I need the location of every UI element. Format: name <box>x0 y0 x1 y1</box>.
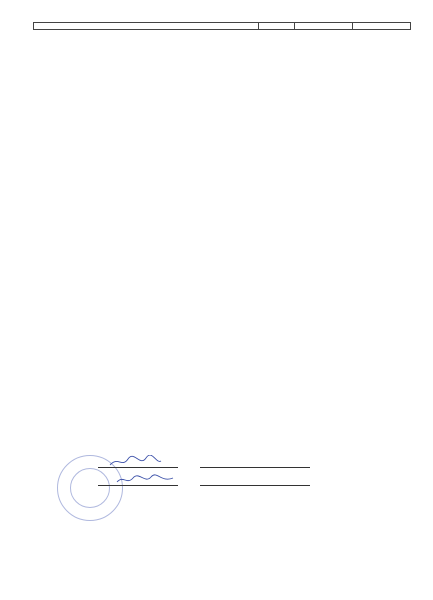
offbalance-table <box>33 22 411 30</box>
acc-name-line <box>200 485 310 486</box>
acc-sign-line <box>98 485 178 486</box>
head-name-line <box>200 467 310 468</box>
head-sign-line <box>98 467 178 468</box>
offbalance-title <box>34 23 259 30</box>
balance-sheet <box>33 17 402 30</box>
